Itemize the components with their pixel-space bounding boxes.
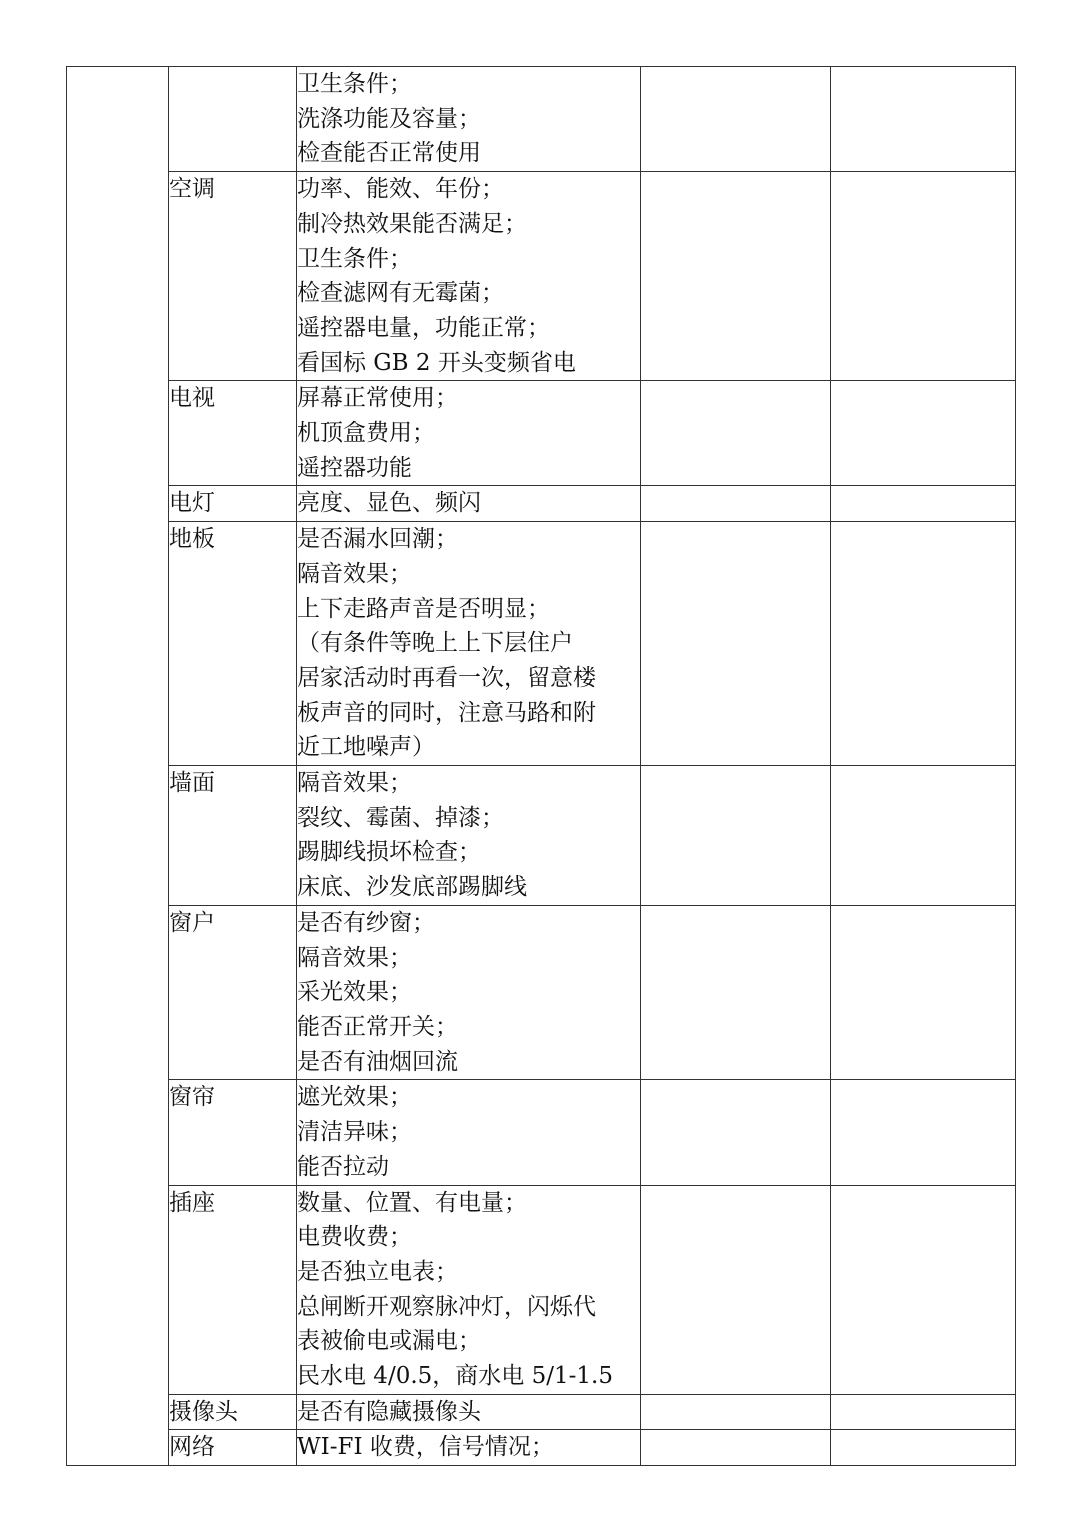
table-row: [67, 522, 1016, 766]
remarks-cell[interactable]: [831, 172, 1016, 381]
table-row: [67, 381, 1016, 486]
check-point-line: 遮光效果；: [297, 1084, 412, 1111]
item-name-cell: 墙面: [169, 766, 297, 906]
remarks-cell[interactable]: [831, 486, 1016, 522]
check-point-line: 是否漏水回潮；: [297, 526, 458, 553]
result-cell[interactable]: [641, 766, 831, 906]
result-cell[interactable]: [641, 486, 831, 522]
item-name-cell: 网络: [169, 1430, 297, 1466]
check-point-line: 总闸断开观察脉冲灯，闪烁代: [297, 1293, 596, 1320]
check-points-cell: [297, 1430, 641, 1466]
item-name-cell: 空调: [169, 172, 297, 381]
check-points-cell: [297, 67, 641, 172]
check-points-cell: [297, 486, 641, 522]
check-point-line: 采光效果；: [297, 979, 412, 1006]
table-row: [67, 172, 1016, 381]
check-points-cell: [297, 172, 641, 381]
result-cell[interactable]: [641, 1185, 831, 1394]
check-point-line: 洗涤功能及容量；: [297, 105, 481, 132]
check-point-line: 裂纹、霉菌、掉漆；: [297, 804, 504, 831]
item-name-cell: 电灯: [169, 486, 297, 522]
check-point-line: 是否有油烟回流: [297, 1048, 458, 1075]
check-points-cell: [297, 1080, 641, 1185]
remarks-cell[interactable]: [831, 1080, 1016, 1185]
table-row: [67, 1185, 1016, 1394]
table-body: [67, 67, 1016, 1466]
check-point-line: 亮度、显色、频闪: [297, 490, 481, 517]
check-point-line: 板声音的同时，注意马路和附: [297, 699, 596, 726]
remarks-cell[interactable]: [831, 67, 1016, 172]
check-points-cell: [297, 381, 641, 486]
table-row: [67, 486, 1016, 522]
check-points-cell: [297, 1185, 641, 1394]
check-point-line: 机顶盒费用；: [297, 420, 435, 447]
check-point-line: 隔音效果；: [297, 560, 412, 587]
check-point-line: 卫生条件；: [297, 245, 412, 272]
check-point-line: 电费收费；: [297, 1224, 412, 1251]
inspection-checklist-table: [66, 66, 1016, 1466]
result-cell[interactable]: [641, 172, 831, 381]
check-points-cell: [297, 905, 641, 1080]
check-point-line: 是否有纱窗；: [297, 909, 435, 936]
category-cell: [67, 67, 169, 1466]
check-point-line: 是否有隐藏摄像头: [297, 1398, 481, 1425]
remarks-cell[interactable]: [831, 522, 1016, 766]
table-row: [67, 1394, 1016, 1430]
check-point-line: 近工地噪声）: [297, 734, 435, 761]
remarks-cell[interactable]: [831, 766, 1016, 906]
check-point-line: 遥控器电量，功能正常；: [297, 314, 550, 341]
remarks-cell[interactable]: [831, 905, 1016, 1080]
check-point-line: 民水电 4/0.5，商水电 5/1-1.5: [297, 1363, 613, 1390]
result-cell[interactable]: [641, 905, 831, 1080]
item-name-cell: [169, 67, 297, 172]
check-point-line: 上下走路声音是否明显；: [297, 595, 550, 622]
item-name-cell: 插座: [169, 1185, 297, 1394]
table-row: [67, 1080, 1016, 1185]
check-point-line: 能否正常开关；: [297, 1013, 458, 1040]
check-point-line: 居家活动时再看一次，留意楼: [297, 664, 596, 691]
table-row: [67, 1430, 1016, 1466]
table-row: [67, 905, 1016, 1080]
item-name-cell: 窗户: [169, 905, 297, 1080]
table-row: [67, 766, 1016, 906]
table-row: [67, 67, 1016, 172]
result-cell[interactable]: [641, 381, 831, 486]
check-point-line: 遥控器功能: [297, 454, 412, 481]
result-cell[interactable]: [641, 522, 831, 766]
result-cell[interactable]: [641, 1394, 831, 1430]
remarks-cell[interactable]: [831, 381, 1016, 486]
check-points-cell: [297, 766, 641, 906]
check-point-line: 踢脚线损坏检查；: [297, 839, 481, 866]
check-point-line: 是否独立电表；: [297, 1258, 458, 1285]
item-name-cell: 电视: [169, 381, 297, 486]
check-point-line: 隔音效果；: [297, 944, 412, 971]
check-point-line: 制冷热效果能否满足；: [297, 210, 527, 237]
check-point-line: 隔音效果；: [297, 770, 412, 797]
check-point-line: 能否拉动: [297, 1153, 389, 1180]
result-cell[interactable]: [641, 67, 831, 172]
result-cell[interactable]: [641, 1080, 831, 1185]
check-point-line: 屏幕正常使用；: [297, 385, 458, 412]
check-point-line: 床底、沙发底部踢脚线: [297, 874, 527, 901]
check-points-cell: [297, 522, 641, 766]
check-point-line: （有条件等晚上上下层住户: [297, 630, 573, 657]
check-points-cell: [297, 1394, 641, 1430]
item-name-cell: 摄像头: [169, 1394, 297, 1430]
remarks-cell[interactable]: [831, 1185, 1016, 1394]
check-point-line: 检查滤网有无霉菌；: [297, 280, 504, 307]
check-point-line: WI-FI 收费，信号情况；: [297, 1434, 554, 1461]
check-point-line: 看国标 GB 2 开头变频省电: [297, 349, 576, 376]
check-point-line: 表被偷电或漏电；: [297, 1328, 481, 1355]
item-name-cell: 地板: [169, 522, 297, 766]
check-point-line: 卫生条件；: [297, 71, 412, 97]
check-point-line: 清洁异味；: [297, 1119, 412, 1146]
remarks-cell[interactable]: [831, 1394, 1016, 1430]
check-point-line: 功率、能效、年份；: [297, 176, 504, 203]
result-cell[interactable]: [641, 1430, 831, 1466]
item-name-cell: 窗帘: [169, 1080, 297, 1185]
remarks-cell[interactable]: [831, 1430, 1016, 1466]
check-point-line: 检查能否正常使用: [297, 140, 481, 167]
check-point-line: 数量、位置、有电量；: [297, 1189, 527, 1216]
